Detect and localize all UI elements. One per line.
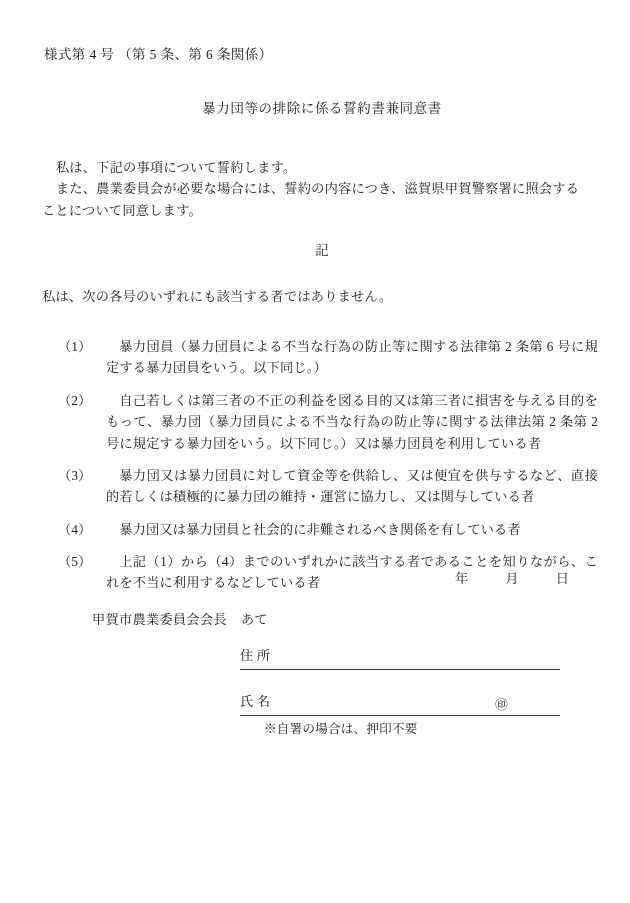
intro-paragraph [42,157,590,221]
address-field-label: 住 所 [240,648,271,663]
clause-label: （1） [58,339,92,354]
intro-line-1: 私は、下記の事項について誓約します。 [55,160,297,175]
intro-line-2: また、農業委員会が必要な場合には、誓約の内容につき、滋賀県甲賀警察署に照会することについて同意します。 [42,181,580,218]
addressee-honorific: あて [240,612,268,627]
signature-block [240,645,560,737]
clause-item [58,336,598,379]
form-number: 様式第 4 号 （第 5 条、第 6 条関係） [44,47,273,62]
clause-text: 上記（1）から（4）までのいずれかに該当する者であることを知りながら、これを不当に利用するなどしている者 [106,554,598,591]
signature-note: ※自署の場合は、押印不要 [264,722,418,736]
clause-text: 自己若しくは第三者の不正の利益を図る目的又は第三者に損害を与える目的をもって、暴力団（暴力団員による不当な行為の防止等に関する法律法第 2 条第 2 号に規定する暴力団をいう。以下同じ。）又は暴力団員を利用している者 [106,392,598,451]
clause-text: 暴力団又は暴力団員に対して資金等を供給し、又は便宜を供与するなど、直接的若しくは積極的に暴力団の維持・運営に協力し、又は関与している者 [106,467,598,505]
clause-label: （3） [58,467,92,483]
clause-item [58,465,598,508]
ki-heading: 記 [315,243,329,258]
clause-label: （2） [58,392,92,408]
name-field[interactable] [240,691,560,716]
clause-text: 暴力団又は暴力団員と社会的に非難されるべき関係を有している者 [119,521,521,537]
name-field-label: 氏 名 [240,694,271,709]
date-year-label: 年 [455,571,469,586]
date-day-label: 日 [555,571,570,586]
clause-label: （4） [58,521,92,537]
clause-text: 暴力団員（暴力団員による不当な行為の防止等に関する法律第 2 条第 6 号に規定する暴力団員をいう。以下同じ。） [106,339,598,376]
lead-sentence: 私は、次の各号のいずれにも該当する者ではありません。 [42,289,393,304]
clause-item [58,519,598,540]
date-line [455,568,569,587]
clause-list [58,336,598,594]
signature-spacer [240,670,560,691]
clause-item [58,390,598,454]
addressee-name: 甲賀市農業委員会会長 [92,612,227,627]
clause-label: （5） [58,554,92,569]
document-title: 暴力団等の排除に係る誓約書兼同意書 [202,101,442,116]
address-field[interactable] [240,645,560,670]
date-month-label: 月 [505,571,519,586]
addressee-line [92,609,268,628]
seal-stamp-icon: ㊞ [495,698,508,712]
